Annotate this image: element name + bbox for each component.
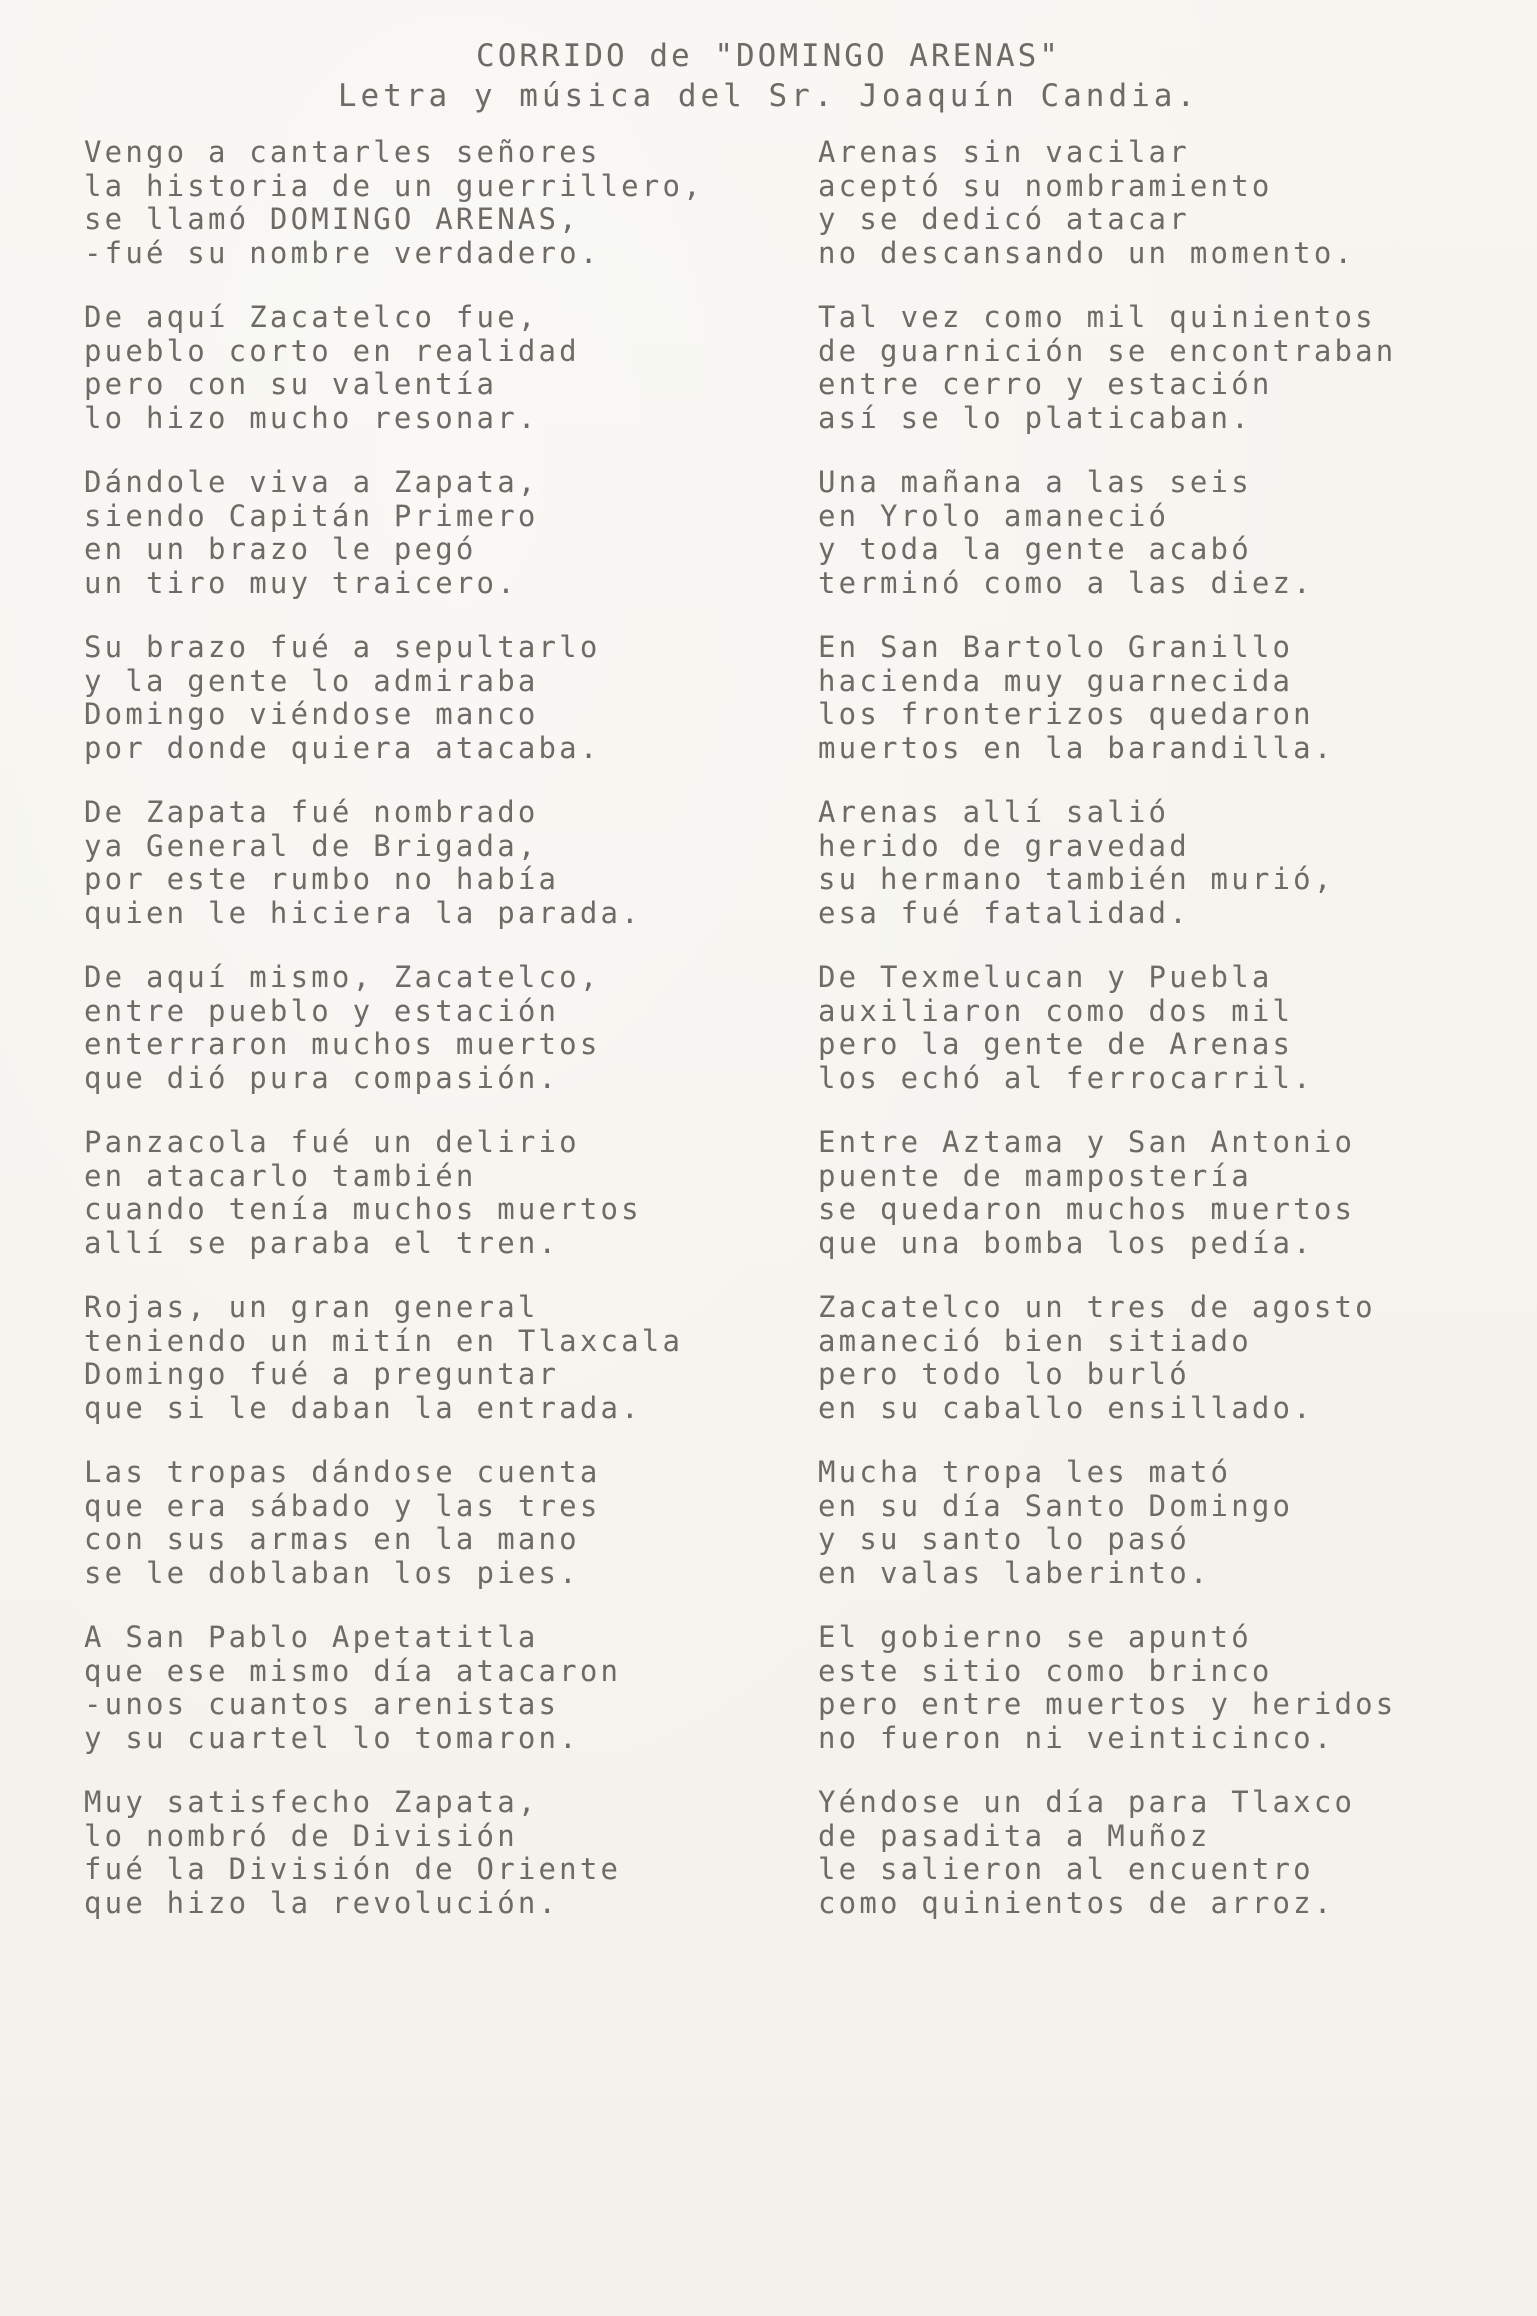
verse-line: su hermano también murió, [818,862,1335,896]
verse-line: muertos en la barandilla. [818,730,1335,765]
stanza [84,961,784,1095]
verse-line: fué la División de Oriente [84,1852,622,1886]
verse-line: herido de gravedad [818,828,1190,863]
verse-line: Una mañana a las seis [818,465,1252,499]
verse-line: en atacarlo también [84,1158,477,1193]
verse-line: Las tropas dándose cuenta [84,1455,601,1489]
verse-line: Vengo a cantarles señores [84,135,601,169]
verse-line: se le doblaban los pies. [84,1555,580,1590]
verse-line: auxiliaron como dos mil [818,993,1294,1028]
verse-line: quien le hiciera la parada. [84,895,642,930]
verse-line: -unos cuantos arenistas [84,1687,560,1721]
verse-line: por donde quiera atacaba. [84,730,601,765]
stanza [818,631,1518,765]
stanza [84,796,784,930]
verse-line: así se lo platicaban. [818,400,1252,435]
verse-line: que si le daban la entrada. [84,1390,642,1425]
verse-line: y su santo lo pasó [818,1522,1190,1556]
verse-line: pero entre muertos y heridos [818,1687,1397,1721]
verse-line: Yéndose un día para Tlaxco [818,1785,1356,1819]
verse-line: Su brazo fué a sepultarlo [84,630,601,664]
verse-line: se quedaron muchos muertos [818,1192,1356,1226]
verse-line: De Zapata fué nombrado [84,795,539,829]
verse-line: Domingo viéndose manco [84,697,539,731]
verse-line: Zacatelco un tres de agosto [818,1290,1376,1324]
verse-line: que una bomba los pedía. [818,1225,1314,1260]
verse-line: cuando tenía muchos muertos [84,1192,642,1226]
verse-line: Arenas allí salió [818,795,1170,829]
verse-line: puente de mampostería [818,1158,1252,1193]
stanza [818,1291,1518,1425]
stanza [818,466,1518,600]
verse-line: lo nombró de División [84,1818,518,1853]
verse-line: entre cerro y estación [818,367,1273,401]
verse-line: un tiro muy traicero. [84,565,518,600]
verse-line: y la gente lo admiraba [84,663,539,698]
stanza [84,1786,784,1920]
verse-line: allí se paraba el tren. [84,1225,560,1260]
verse-line: en Yrolo amaneció [818,498,1170,533]
verse-line: El gobierno se apuntó [818,1620,1252,1654]
verse-line: y toda la gente acabó [818,532,1252,566]
stanza [84,1291,784,1425]
stanza [818,1786,1518,1920]
right-column [818,136,1518,1951]
page-title: CORRIDO de "DOMINGO ARENAS" [476,38,1061,74]
stanza [84,1621,784,1755]
verse-line: pero la gente de Arenas [818,1027,1294,1061]
verse-line: Tal vez como mil quinientos [818,300,1376,334]
stanza [84,301,784,435]
verse-line: Muy satisfecho Zapata, [84,1785,539,1819]
verse-line: Domingo fué a preguntar [84,1357,560,1391]
verse-line: no descansando un momento. [818,235,1356,270]
verse-line: los echó al ferrocarril. [818,1060,1314,1095]
verse-line: entre pueblo y estación [84,993,560,1028]
verse-line: En San Bartolo Granillo [818,630,1294,664]
verse-line: en un brazo le pegó [84,532,477,566]
verse-line: aceptó su nombramiento [818,168,1273,203]
verse-line: ya General de Brigada, [84,828,539,863]
verse-line: que hizo la revolución. [84,1885,560,1920]
verse-line: Rojas, un gran general [84,1290,539,1324]
verse-line: por este rumbo no había [84,862,560,896]
verse-line: los fronterizos quedaron [818,697,1314,731]
verse-line: pueblo corto en realidad [84,333,580,368]
verse-line: en su caballo ensillado. [818,1390,1314,1425]
verse-line: De aquí mismo, Zacatelco, [84,960,601,994]
verse-line: como quinientos de arroz. [818,1885,1335,1920]
verse-line: con sus armas en la mano [84,1522,580,1556]
stanza [818,1456,1518,1590]
verse-line: se llamó DOMINGO ARENAS, [84,202,580,236]
verse-line: -fué su nombre verdadero. [84,235,601,270]
stanza [818,1621,1518,1755]
stanza [818,961,1518,1095]
verse-line: Entre Aztama y San Antonio [818,1125,1356,1159]
verse-line: pero con su valentía [84,367,498,401]
verse-line: Panzacola fué un delirio [84,1125,580,1159]
verse-line: amaneció bien sitiado [818,1323,1252,1358]
stanza [84,1456,784,1590]
verse-line: lo hizo mucho resonar. [84,400,539,435]
verse-line: le salieron al encuentro [818,1852,1314,1886]
stanza [818,301,1518,435]
verse-line: De Texmelucan y Puebla [818,960,1273,994]
stanza [818,136,1518,270]
stanza [818,1126,1518,1260]
stanza [818,796,1518,930]
verse-line: y se dedicó atacar [818,202,1190,236]
stanza [84,466,784,600]
verse-line: de pasadita a Muñoz [818,1818,1211,1853]
verse-line: que ese mismo día atacaron [84,1653,622,1688]
verse-line: enterraron muchos muertos [84,1027,601,1061]
verse-line: A San Pablo Apetatitla [84,1620,539,1654]
stanza [84,631,784,765]
verse-line: que dió pura compasión. [84,1060,560,1095]
verse-line: pero todo lo burló [818,1357,1190,1391]
verse-line: en su día Santo Domingo [818,1488,1294,1523]
verse-line: en valas laberinto. [818,1555,1211,1590]
verse-line: este sitio como brinco [818,1653,1273,1688]
verse-line: De aquí Zacatelco fue, [84,300,539,334]
stanza [84,136,784,270]
verse-line: Dándole viva a Zapata, [84,465,539,499]
verse-line: Mucha tropa les mató [818,1455,1232,1489]
verse-line: siendo Capitán Primero [84,498,539,533]
stanza [84,1126,784,1260]
verse-line: hacienda muy guarnecida [818,663,1294,698]
verse-line: la historia de un guerrillero, [84,168,704,203]
verse-line: terminó como a las diez. [818,565,1314,600]
verse-line: Arenas sin vacilar [818,135,1190,169]
verse-line: no fueron ni veinticinco. [818,1720,1335,1755]
verse-line: de guarnición se encontraban [818,333,1397,368]
page-subtitle: Letra y música del Sr. Joaquín Candia. [337,78,1200,114]
verse-line: teniendo un mitín en Tlaxcala [84,1323,684,1358]
left-column [84,136,784,1951]
verse-line: esa fué fatalidad. [818,895,1190,930]
verse-line: y su cuartel lo tomaron. [84,1720,580,1755]
verse-line: que era sábado y las tres [84,1488,601,1523]
